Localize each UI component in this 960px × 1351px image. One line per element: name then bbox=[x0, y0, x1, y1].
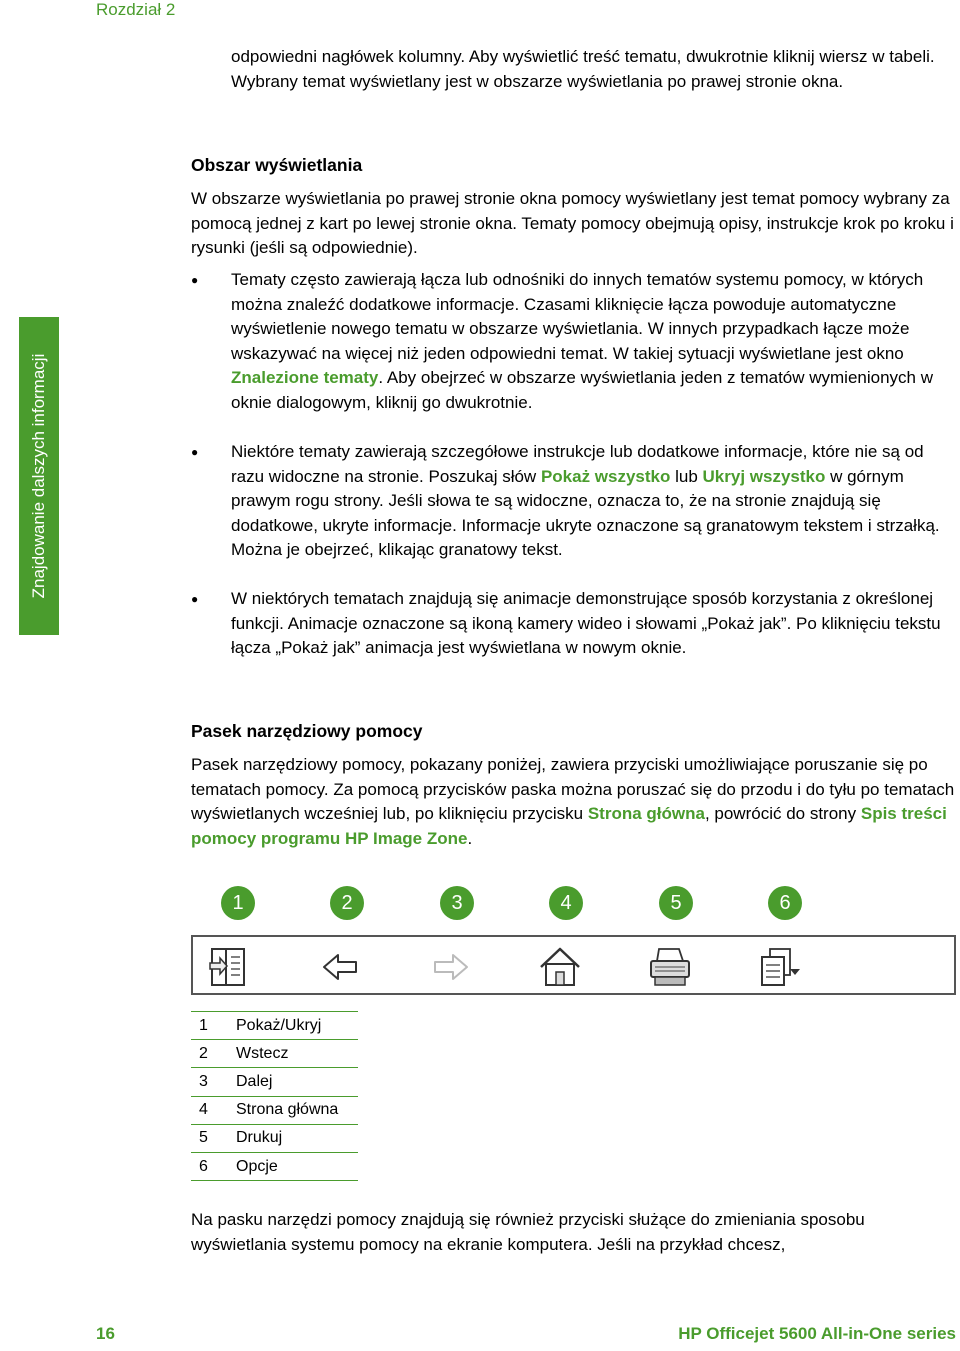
bullet-text-part: . Aby obejrzeć w obszarze wyświetlania jeden z tematów wymienionych w oknie dialogowym, kliknij go dwukrotnie. bbox=[231, 368, 934, 412]
side-tab-label: Znajdowanie dalszych informacji bbox=[29, 353, 48, 599]
show-hide-icon[interactable] bbox=[206, 945, 252, 989]
closing-paragraph: Na pasku narzędzi pomocy znajdują się również przyciski służące do zmieniania sposobu wyświetlania systemu pomocy na ekranie komputera. Jeśli na przykład chcesz, bbox=[191, 1210, 865, 1254]
bullet-item-links bbox=[191, 268, 956, 415]
legend-row bbox=[191, 1012, 358, 1040]
legend-label: Strona główna bbox=[228, 1096, 358, 1124]
found-topics-link[interactable]: Znalezione tematy bbox=[231, 368, 379, 387]
callout-4: 4 bbox=[549, 886, 583, 920]
paragraph-text-part: Pasek narzędziowy pomocy, pokazany poniżej, zawiera przyciski umożliwiające poruszanie się po tematach pomocy. Za pomocą przycisków paska można poruszać się do przodu i do tyłu po tematach wyświetlanych wcześniej lub, po kliknięciu przycisku bbox=[191, 755, 955, 823]
bullet-dot: ● bbox=[191, 445, 199, 459]
legend-label: Pokaż/Ukryj bbox=[228, 1012, 358, 1040]
paragraph-text-part: . bbox=[467, 828, 473, 848]
display-area-paragraph: W obszarze wyświetlania po prawej stronie okna pomocy wyświetlany jest temat pomocy wybrany za pomocą jednej z kart po lewej stronie okna. Tematy pomocy obejmują opisy, instrukcje krok po kroku i rysunki (jeśli są odpowiednie). bbox=[191, 189, 954, 257]
legend-label: Drukuj bbox=[228, 1124, 358, 1152]
callout-2: 2 bbox=[330, 886, 364, 920]
legend-row bbox=[191, 1152, 358, 1180]
bullet-text-part: Niektóre tematy zawierają szczegółowe instrukcje lub dodatkowe informacje, które nie są od razu widoczne na stronie. Poszukaj słów bbox=[231, 442, 924, 486]
legend-row bbox=[191, 1040, 358, 1068]
bullet-dot: ● bbox=[191, 273, 199, 287]
legend-label: Opcje bbox=[228, 1152, 358, 1180]
toolbar-section-heading: Pasek narzędziowy pomocy bbox=[191, 721, 423, 741]
options-icon[interactable] bbox=[756, 945, 802, 989]
back-arrow-icon[interactable] bbox=[318, 945, 364, 989]
legend-label: Dalej bbox=[228, 1068, 358, 1096]
legend-row bbox=[191, 1096, 358, 1124]
display-area-heading: Obszar wyświetlania bbox=[191, 155, 363, 175]
side-section-tab bbox=[19, 317, 59, 635]
bullet-text-part: w górnym prawym rogu strony. Jeśli słowa te są widoczne, oznacza to, że na stronie znajdują się dodatkowe, ukryte informacje. Informacje ukryte oznaczone są granatowym tekstem i strzałką. Można je obejrzeć, klikając granatowy tekst. bbox=[231, 466, 940, 559]
legend-number: 4 bbox=[191, 1096, 228, 1124]
show-all-link[interactable]: Pokaż wszystko bbox=[540, 466, 671, 486]
legend-number: 6 bbox=[191, 1152, 228, 1180]
toolbar-legend-table bbox=[191, 1011, 358, 1181]
bullet-text-part: Tematy często zawierają łącza lub odnośniki do innych tematów systemu pomocy, w których można znaleźć dodatkowe informacje. Czasami kliknięcie łącza powoduje automatyczne wyświetlenie nowego tematu w obszarze wyświetlania. W innych przypadkach łącze może wskazywać na więcej niż jeden odpowiedni temat. W takiej sytuacji wyświetlane jest okno bbox=[231, 270, 924, 363]
bullet-dot: ● bbox=[191, 592, 199, 606]
bullet-text: W niektórych tematach znajdują się animacje demonstrujące sposób korzystania z określonej funkcji. Animacje oznaczone są ikoną kamery wideo i słowami „Pokaż jak”. Po kliknięciu tekstu łącza „Pokaż jak” animacja jest wyświetlana w nowym oknie. bbox=[231, 589, 941, 657]
legend-row bbox=[191, 1124, 358, 1152]
callout-5: 5 bbox=[659, 886, 693, 920]
legend-number: 5 bbox=[191, 1124, 228, 1152]
home-page-link[interactable]: Strona główna bbox=[587, 804, 705, 823]
bullet-text bbox=[231, 440, 956, 563]
bullet-item-animations bbox=[191, 587, 956, 661]
forward-arrow-icon[interactable] bbox=[427, 945, 473, 989]
toolbar-section-paragraph bbox=[191, 753, 956, 851]
help-toolbar-illustration bbox=[191, 935, 956, 995]
callout-6: 6 bbox=[768, 886, 802, 920]
legend-row bbox=[191, 1068, 358, 1096]
chapter-header: Rozdział 2 bbox=[96, 0, 176, 19]
bullet-item-hidden-info bbox=[191, 440, 956, 563]
bullet-text-part: lub bbox=[670, 466, 703, 486]
callout-1: 1 bbox=[221, 886, 255, 920]
bullet-text bbox=[231, 268, 956, 415]
legend-number: 2 bbox=[191, 1040, 228, 1068]
callout-3: 3 bbox=[440, 886, 474, 920]
paragraph-text-part: , powrócić do strony bbox=[704, 804, 861, 823]
page-number: 16 bbox=[96, 1324, 115, 1343]
printer-icon[interactable] bbox=[647, 945, 693, 989]
hide-all-link[interactable]: Ukryj wszystko bbox=[702, 466, 826, 486]
legend-number: 1 bbox=[191, 1012, 228, 1040]
help-contents-link[interactable]: Spis treści pomocy programu HP Image Zone bbox=[191, 804, 947, 848]
home-icon[interactable] bbox=[537, 945, 583, 989]
product-name: HP Officejet 5600 All-in-One series bbox=[678, 1324, 956, 1343]
legend-label: Wstecz bbox=[228, 1040, 358, 1068]
intro-paragraph: odpowiedni nagłówek kolumny. Aby wyświetlić treść tematu, dwukrotnie kliknij wiersz w tabeli. Wybrany temat wyświetlany jest w obszarze wyświetlania po prawej stronie okna. bbox=[231, 47, 935, 91]
legend-number: 3 bbox=[191, 1068, 228, 1096]
